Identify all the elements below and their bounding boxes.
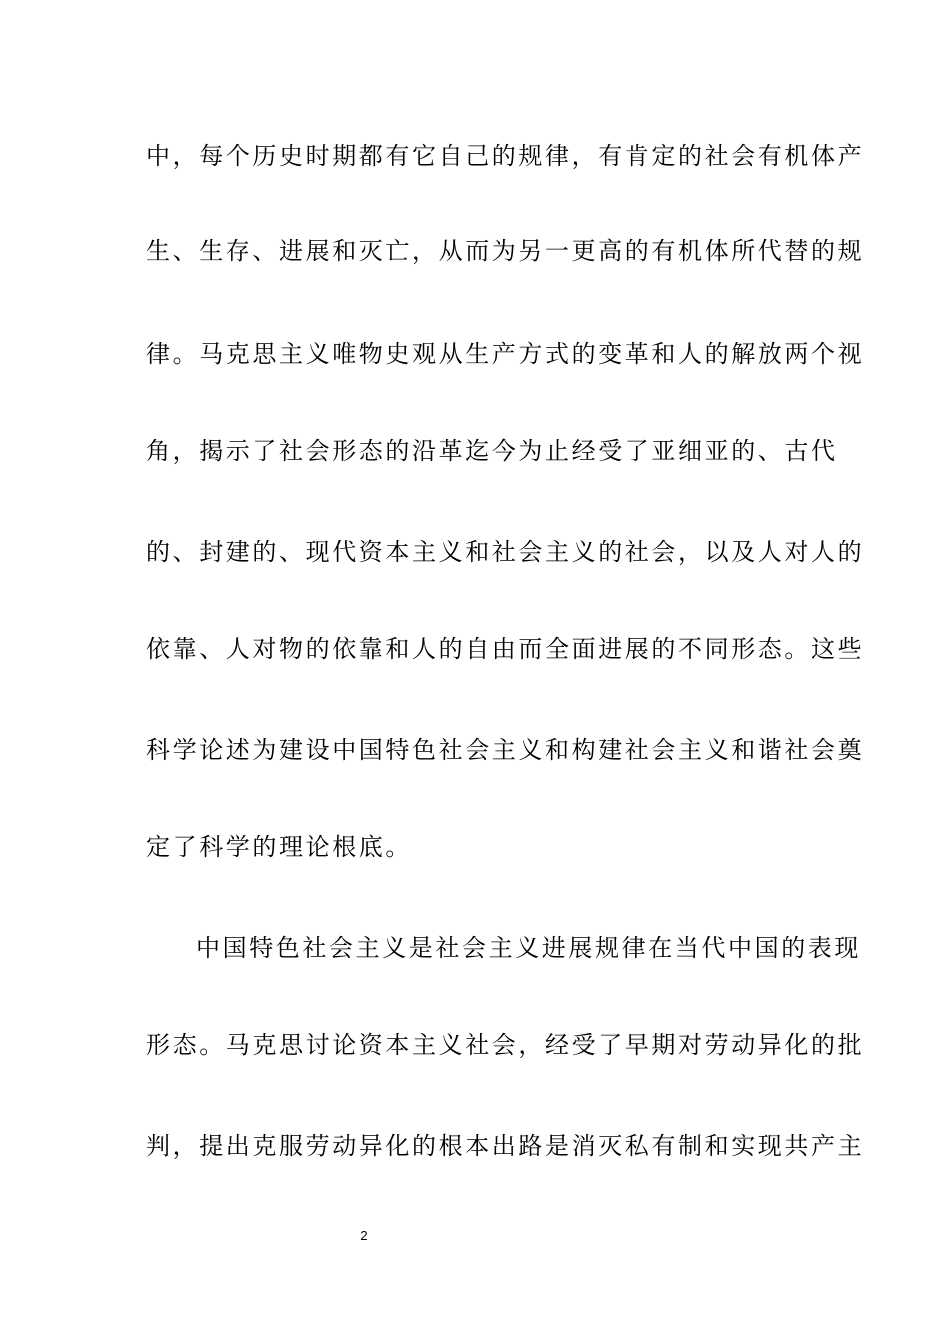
text-line: 形态。马克思讨论资本主义社会，经受了早期对劳动异化的批 — [146, 1031, 865, 1059]
text-line: 依靠、人对物的依靠和人的自由而全面进展的不同形态。这些 — [146, 635, 865, 663]
text-line: 的、封建的、现代资本主义和社会主义的社会，以及人对人的 — [146, 538, 865, 566]
text-line: 判，提出克服劳动异化的根本出路是消灭私有制和实现共产主 — [146, 1132, 865, 1160]
paragraph-first-line: 中国特色社会主义是社会主义进展规律在当代中国的表现 — [196, 934, 861, 962]
text-line: 律。马克思主义唯物史观从生产方式的变革和人的解放两个视 — [146, 340, 865, 368]
text-line: 科学论述为建设中国特色社会主义和构建社会主义和谐社会奠 — [146, 736, 865, 764]
text-line: 定了科学的理论根底。 — [146, 833, 412, 861]
page-number: 2 — [360, 1228, 368, 1243]
text-line: 生、生存、进展和灭亡，从而为另一更高的有机体所代替的规 — [146, 237, 865, 265]
text-line: 角，揭示了社会形态的沿革迄今为止经受了亚细亚的、古代 — [146, 437, 838, 465]
text-line: 中，每个历史时期都有它自己的规律，有肯定的社会有机体产 — [146, 142, 865, 170]
